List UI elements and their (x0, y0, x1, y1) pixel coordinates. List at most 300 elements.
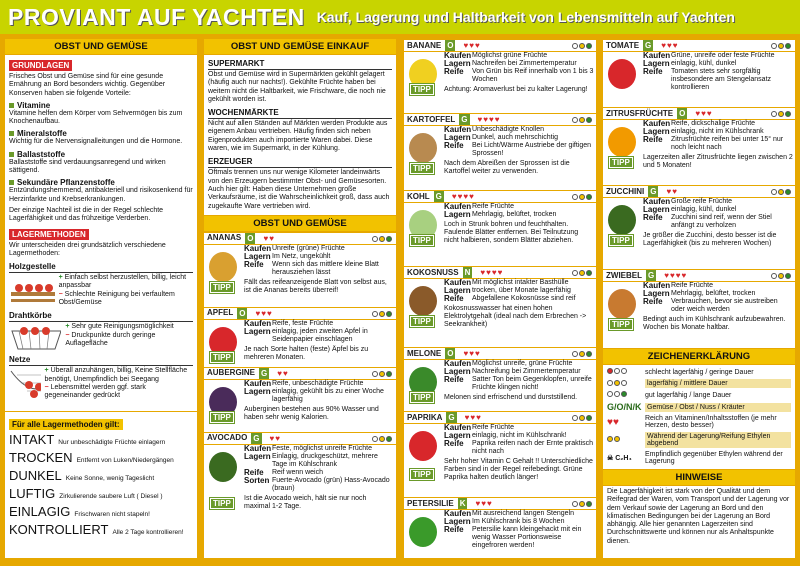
lagern-value: Mehrlagig, belüftet, trocken (472, 211, 557, 218)
section-text: Nicht auf allen Ständen auf Märkten werden Produkte aus eigenem Anbau vertrieben. Häufig finden sich neben Eigenprodukten auch importierte Waren dabei. Diese waren, wie im Supermarkt, in der Kühlung. (208, 120, 388, 153)
tipp-text: Ist die Avocado weich, hält sie nur noch maximal 1-2 Tage. (244, 494, 367, 510)
rule-word: TROCKEN (9, 450, 73, 466)
food-body (404, 360, 596, 405)
food-code: G (253, 433, 260, 443)
reife-value: Bei Licht/Wärme Austriebe der giftigen Sprossen! (472, 142, 592, 157)
food-header (404, 411, 596, 424)
legend-row (607, 402, 791, 412)
legend-title: ZEICHENERKLÄRUNG (603, 348, 795, 365)
lagern-value: einlagig, kühl, dunkel (671, 206, 737, 213)
kaufen-value: Mit möglichst intakter Basthülle (472, 279, 569, 286)
food-item (404, 497, 596, 557)
rule-word: DUNKEL (9, 468, 62, 484)
ethylen-sensitive-icon: ☠ C₂H₄ (607, 455, 632, 462)
kaufen-label: Kaufen (643, 51, 671, 60)
kaufen-label: Kaufen (444, 278, 472, 287)
reife-label: Reife (244, 259, 264, 269)
lagern-label: Lagern (643, 289, 670, 298)
lagern-value: Im Kühlschrank bis 8 Wochen (472, 518, 565, 525)
lagern-label: Lagern (244, 451, 271, 461)
kaufen-label: Kaufen (244, 378, 272, 388)
reife-value: Satter Ton beim Gegenklopfen, unreife Früchte klingen nicht! (472, 376, 592, 391)
lagern-label: Lagern (643, 127, 670, 136)
food-code: O (447, 349, 454, 358)
food-header (603, 269, 795, 282)
tipp-badge: TIPP (410, 163, 434, 174)
food-body (204, 320, 396, 365)
petersilie-icon (404, 510, 442, 550)
tipp-badge: TIPP (410, 235, 434, 246)
lagern-value: einlagig, gekühlt bis zu einer Woche lagerfähig (272, 387, 384, 403)
food-list (603, 39, 795, 346)
traffic-light-icon (771, 273, 791, 279)
food-name: BANANE (407, 40, 442, 50)
food-body (204, 445, 396, 511)
food-name: KARTOFFEL (407, 114, 456, 124)
tipp-badge: TIPP (210, 282, 234, 293)
traffic-light-icon (572, 501, 592, 507)
kartoffel-icon (404, 126, 442, 166)
legend-text: Gemüse / Obst / Nuss / Kräuter (645, 403, 791, 412)
section-label: WOCHENMÄRKTE (208, 108, 392, 119)
lagern-label: Lagern (643, 205, 670, 214)
food-code: G (650, 187, 657, 196)
reife-value: Paprika reifen nach der Ernte praktisch nicht nach (472, 440, 594, 455)
traffic-light-icon (771, 43, 791, 49)
reife-label: Reife (444, 525, 464, 534)
column-title: OBST UND GEMÜSE EINKAUF (204, 39, 396, 55)
column-title: OBST UND GEMÜSE (5, 39, 197, 55)
food-body (404, 203, 596, 248)
point-text: Vitamine helfen dem Körper vom Sehvermögen bis zum Knochenaufbau. (9, 109, 183, 126)
rule-row (9, 432, 193, 450)
lagern-value: trocken, über Monate lagerfähig (472, 287, 571, 294)
kaufen-label: Kaufen (444, 359, 472, 368)
lagern-label: Lagern (244, 386, 271, 396)
tipp-text: Achtung: Aromaverlust bei zu kalter Lagerung! (444, 86, 588, 93)
food-header (404, 266, 596, 279)
food-body (603, 198, 795, 248)
food-body (404, 126, 596, 176)
traffic-light-icon (572, 194, 592, 200)
legend-row (607, 432, 791, 448)
column-title-2: OBST UND GEMÜSE (204, 215, 396, 232)
rule-row (9, 468, 193, 486)
hearts-icon: ♥♥♥ (475, 499, 493, 508)
reife-label: Reife (643, 67, 663, 76)
tipp-text: Sehr hoher Vitamin C Gehalt !! Unterschiedliche Farben sind in der Regel reifebedingt. Grüne Paprika halten deutlich länger! (444, 458, 593, 481)
food-code: O (679, 109, 686, 118)
food-body (404, 510, 596, 555)
food-name: TOMATE (606, 40, 640, 50)
lagern-value: einlagig, nicht im Kühlschrank! (472, 432, 567, 439)
food-code: K (459, 499, 466, 508)
food-body (404, 424, 596, 482)
method-row: + Überall anzuhängen, billig, Keine Stellfläche benötigt, Unempfindlich bei Seegang − Lebensmittel werden ggf. stark gegeneinander gedrückt (9, 367, 193, 407)
reife-value: Verbrauchen, bevor sie austreiben oder weich werden (671, 298, 778, 313)
method-minus: Lebensmittel werden ggf. stark gegeneinander gedrückt (44, 383, 146, 400)
hearts-icon: ♥♥♥♥ (480, 268, 504, 277)
traffic-light-icon (771, 111, 791, 117)
food-header (404, 39, 596, 52)
kaufen-value: Reife Früchte (671, 282, 714, 289)
kaufen-label: Kaufen (643, 281, 671, 290)
section-label: ERZEUGER (208, 157, 392, 168)
rule-word: LUFTIG (9, 486, 56, 502)
food-header (603, 39, 795, 52)
methoden-text: Wir unterscheiden drei grundsätzlich verschiedene Lagermethoden: (9, 241, 166, 257)
paprika-icon (404, 424, 442, 464)
hearts-icon: ♥♥ (277, 368, 289, 378)
traffic-light-icon (572, 117, 592, 123)
food-code: G (648, 271, 655, 280)
reife-value: Tomaten stets sehr sorgfältig insbesondere am Stengelansatz kontrollieren (671, 68, 772, 91)
gonk-codes: G/O/N/K (607, 402, 642, 412)
column-foods-legend (601, 37, 797, 560)
traffic-light-icon (572, 270, 592, 276)
reife-value: Abgefallene Kokosnüsse sind reif (472, 295, 576, 302)
food-body (603, 120, 795, 170)
food-item (404, 190, 596, 266)
wire-basket-icon (9, 323, 61, 351)
reife-value: Wenn sich das mittlere kleine Blatt herausziehen lässt (272, 260, 379, 276)
kaufen-value: Möglichst grüne Früchte (472, 52, 548, 59)
lagern-value: Nachreifen bei Zimmertemperatur (472, 60, 577, 67)
hearts-icon: ♥♥♥♥ (664, 271, 688, 280)
food-name: AVOCADO (207, 433, 248, 443)
method-plus: Überall anzuhängen, billig, Keine Stellfläche benötigt, Unempfindlich bei Seegang (44, 367, 188, 383)
reife-value: Zucchini sind reif, wenn der Stiel anfängt zu verholzen (671, 214, 772, 229)
food-code: O (239, 308, 246, 318)
legend-text: Empfindlich gegenüber Ethylen während der Lagerung (645, 451, 783, 465)
hearts-icon: ♥♥♥ (255, 308, 273, 318)
kaufen-value: Unbeschädigte Knollen (472, 126, 544, 133)
legend-row (607, 415, 791, 429)
hinweise-text: Die Lagerfähigkeit ist stark von der Qualität und dem Reifegrad der Waren, vom Transport und der Lagerung vor dem Verkauf sowie der Lagerung an Bord und den klimatischen Bedingungen bei der Lagerung an Bord abhängig. Alle hier genannten Lagerzeiten sind Durchschnittswerte und können nur als Anhaltspunkte dienen. (607, 488, 790, 545)
food-name: MELONE (407, 348, 442, 358)
food-body (204, 245, 396, 295)
tipp-text: Melonen sind erfrischend und durststillend. (444, 394, 578, 401)
rule-row (9, 486, 193, 504)
column-obst-gemuese (3, 37, 199, 560)
tipp-badge: TIPP (410, 392, 434, 403)
rule-text: Entfernt von Luken/Niedergängen (76, 457, 174, 465)
legend-text: schlecht lagerfähig / geringe Dauer (645, 368, 754, 376)
rule-word: EINLAGIG (9, 504, 71, 520)
method-name: Holzgestelle (9, 262, 193, 273)
ananas-icon (204, 245, 242, 285)
lagern-label: Lagern (444, 367, 471, 376)
food-code: G (461, 115, 468, 124)
lagern-value: einlagig, jeden zweiten Apfel in Seidenpapier einschlagen (272, 327, 368, 343)
traffic-light-icon (771, 189, 791, 195)
food-name: PETERSILIE (407, 498, 454, 508)
food-item (603, 185, 795, 269)
tipp-text: Je nach Sorte halten (feste) Äpfel bis zu mehreren Monaten. (244, 345, 369, 361)
food-header (204, 232, 396, 245)
point-title: Sekundäre Pflanzenstoffe (9, 178, 193, 187)
lagern-value: einlagig, kühl, dunkel (671, 60, 737, 67)
section-text: Obst und Gemüse wird in Supermärkten gekühlt gelagert (häufig auch nur nachts!). Gekühlte Früchte haben bei weitem nicht die Haltbarkeit, wie Frischware, die noch nie gekühlt worden ist. (208, 71, 386, 103)
kokosnuss-icon (404, 279, 442, 319)
nachteil-text: Der einzige Nachteil ist die in der Regel schlechte Lagerfähigkeit und das frühzeitige Verderben. (9, 206, 164, 223)
lagern-value: Im Netz, ungekühlt (272, 252, 331, 260)
kaufen-label: Kaufen (444, 51, 472, 60)
hearts-icon: ♥♥ (666, 187, 678, 196)
hearts-icon: ♥♥♥ (463, 349, 481, 358)
hinweise-title: HINWEISE (603, 469, 795, 486)
ethylen-emit-icon (607, 436, 645, 444)
kaufen-label: Kaufen (444, 423, 472, 432)
reife-label: Reife (444, 141, 464, 150)
net-icon (9, 367, 41, 407)
kaufen-label: Kaufen (244, 318, 272, 328)
legend-text: lagerfähig / mittlere Dauer (645, 379, 791, 388)
food-code: G (435, 192, 442, 201)
traffic-light-icon (572, 415, 592, 421)
tipp-badge: TIPP (210, 498, 234, 509)
traffic-light-icon (572, 43, 592, 49)
tipp-text: Auberginen bestehen aus 90% Wasser und haben sehr wenig Kalorien. (244, 405, 379, 421)
lagern-value: Mehrlagig, belüftet, trocken (671, 290, 756, 297)
kaufen-label: Kaufen (444, 509, 472, 518)
lagern-label: Lagern (444, 133, 471, 142)
kaufen-value: Reife, feste Früchte (272, 319, 334, 327)
rule-text: Nur unbeschädigte Früchte einlagern (58, 439, 166, 447)
traffic-light-icon (372, 436, 392, 442)
legend-text: Während der Lagerung/Reifung Ethylen abgebend (645, 432, 791, 448)
food-header (204, 307, 396, 320)
lagern-label: Lagern (244, 251, 271, 261)
lagern-label: Lagern (244, 326, 271, 336)
hearts-icon: ♥♥♥ (464, 413, 482, 422)
food-name: KOHL (407, 191, 430, 201)
tipp-badge: TIPP (410, 316, 434, 327)
hearts-icon: ♥♥♥ (463, 41, 481, 50)
tipp-badge: TIPP (609, 235, 633, 246)
legend-row (607, 451, 791, 465)
tipp-badge: TIPP (410, 469, 434, 480)
food-item (603, 39, 795, 107)
method-minus: Druckpunkte durch geringe Auflagefläche (65, 331, 156, 347)
tipp-badge: TIPP (609, 157, 633, 168)
kaufen-label: Kaufen (444, 125, 472, 134)
food-body (204, 380, 396, 425)
legend-row (607, 391, 791, 399)
legend-text: Reich an Vitaminen/Inhaltsstoffen (je mehr Herzen, desto besser) (645, 415, 777, 429)
food-name: ANANAS (207, 233, 242, 243)
traffic-light-icon (572, 351, 592, 357)
hearts-icon: ♥♥♥ (661, 41, 679, 50)
traffic-light-icon (372, 371, 392, 377)
rules-title: Für alle Lagermethoden gilt: (9, 419, 123, 430)
food-name: APFEL (207, 308, 234, 318)
food-item (603, 269, 795, 346)
column-einkauf (202, 37, 398, 560)
food-name: KOKOSNUSS (407, 267, 459, 277)
food-header (204, 432, 396, 445)
reife-label: Reife (444, 439, 464, 448)
food-code: N (464, 268, 471, 277)
reife-label: Reife (444, 67, 464, 76)
food-item (204, 367, 396, 432)
kaufen-value: Reife Früchte (472, 424, 515, 431)
food-name: ZWIEBEL (606, 270, 642, 280)
kaufen-label: Kaufen (244, 243, 272, 253)
tipp-text: Kokosnusswasser hat einen hohen Elektrolytgehalt (ideal nach dem Erbrechen -> Seekrankheit) (444, 305, 587, 328)
tipp-badge: TIPP (609, 319, 633, 330)
rule-word: KONTROLLIERT (9, 522, 109, 538)
rule-row (9, 522, 193, 540)
lagern-label: Lagern (643, 59, 670, 68)
kaufen-value: Reife, dickschalige Früchte (671, 120, 756, 127)
food-name: PAPRIKA (407, 412, 443, 422)
food-item (204, 307, 396, 367)
method-name: Drahtkörbe (9, 311, 193, 322)
food-body (603, 282, 795, 332)
method-row: + Einfach selbst herzustellen, billig, leicht anpassbar − Schlechte Reinigung bei verfaultem Obst/Gemüse (9, 274, 193, 307)
tipp-badge: TIPP (410, 84, 434, 95)
reife-label: Reife (244, 467, 264, 477)
food-code: O (447, 41, 454, 50)
page-subtitle: Kauf, Lagerung und Haltbarkeit von Lebensmitteln auf Yachten (316, 9, 735, 25)
food-header (603, 185, 795, 198)
rule-text: Zirkulierende saubere Luft ( Diesel ) (59, 493, 163, 501)
column-foods (402, 37, 598, 560)
lagern-value: einlagig, nicht im Kühlschrank (671, 128, 764, 135)
food-picture (603, 52, 643, 97)
kaufen-value: Grüne, unreife oder feste Früchte (671, 52, 775, 59)
rule-row (9, 504, 193, 522)
point-title: Ballaststoffe (9, 150, 193, 159)
tipp-text: Bedingt auch im Kühlschrank aufzubewahren. Wochen bis Monate haltbar. (643, 316, 786, 331)
grundlagen-label: GRUNDLAGEN (9, 60, 72, 71)
kaufen-value: Feste, möglichst unreife Früchte (272, 444, 372, 452)
hearts-icon: ♥♥♥♥ (451, 192, 475, 201)
method-row: + Sehr gute Reinigungsmöglichkeit − Druckpunkte durch geringe Auflagefläche (9, 323, 193, 351)
point-text: Ballaststoffe sind verdauungsanregend und wirken sättigend. (9, 158, 166, 175)
tipp-text: Loch in Strunk bohren und feuchthalten. Faulende Blätter entfernen. Bei Teilnutzung nicht halbieren, sondern Blätter abziehen. (444, 221, 579, 244)
hearts-icon: ♥♥♥♥ (477, 115, 501, 124)
food-body (404, 279, 596, 329)
method-minus: Schlechte Reinigung bei verfaultem Obst/Gemüse (58, 290, 175, 307)
kaufen-label: Kaufen (643, 197, 671, 206)
traffic-light-icon (372, 311, 392, 317)
hearts-icon: ♥♥ (269, 433, 282, 443)
point-text: Wichtig für die Nervensignalleitungen und die Hormone. (9, 138, 183, 146)
food-item (404, 113, 596, 190)
food-header (404, 190, 596, 203)
point-title: Mineralstoffe (9, 129, 193, 138)
kaufen-value: Mit ausreichend langen Stengeln (472, 510, 574, 517)
methoden-label: LAGERMETHODEN (9, 229, 89, 240)
food-header (404, 347, 596, 360)
food-code: G (261, 368, 268, 378)
food-body (404, 52, 596, 97)
food-code: O (247, 233, 254, 243)
tomate-icon (603, 52, 641, 92)
food-item (404, 411, 596, 497)
lagern-value: Dunkel, auch mehrschichtig (472, 134, 558, 141)
method-plus: Sehr gute Reinigungsmöglichkeit (71, 323, 174, 331)
sorten-value: Fuerte-Avocado (grün) Hass-Avocado (braun) (272, 476, 390, 492)
reife-label: Reife (643, 213, 663, 222)
tipp-badge: TIPP (210, 412, 234, 423)
hearts-icon: ♥♥♥ (695, 109, 713, 118)
avocado-icon (204, 445, 242, 485)
reife-label: Reife (444, 375, 464, 384)
kaufen-label: Kaufen (444, 202, 472, 211)
food-header (404, 113, 596, 126)
zucchini-icon (603, 198, 641, 238)
kaufen-value: Möglichst unreife, grüne Früchte (472, 360, 573, 367)
tipp-badge: TIPP (210, 352, 234, 363)
reife-value: Zitrusfrüchte reifen bei unter 15° nur noch leicht nach (671, 136, 784, 151)
kaufen-value: Reife, unbeschädigte Früchte (272, 379, 364, 387)
reife-value: Reif wenn weich (272, 468, 323, 476)
tipp-text: Lagerzeiten aller Zitrusfrüchte liegen zwischen 2 und 5 Monaten! (643, 154, 793, 169)
food-list (404, 39, 596, 557)
kaufen-value: Unreife (grüne) Früchte (272, 244, 345, 252)
hearts-icon: ♥♥ (263, 233, 275, 243)
method-name: Netze (9, 355, 193, 366)
page-title: PROVIANT AUF YACHTEN (8, 3, 305, 30)
food-name: ZITRUSFRÜCHTE (606, 108, 674, 118)
food-list (204, 232, 396, 512)
reife-value: Petersilie kann kleingehackt mit ein wenig Wasser Portionsweise eingefroren werden! (472, 526, 582, 549)
food-name: ZUCCHINI (606, 186, 645, 196)
rule-word: INTAKT (9, 432, 55, 448)
zitrusfrüchte-icon (603, 120, 641, 160)
tipp-text: Nach dem Abreißen der Sprossen ist die Kartoffel weiter zu verwenden. (444, 160, 570, 175)
lagern-value: Einlagig, druckgeschützt, mehrere Tage im Kühlschrank (272, 452, 378, 468)
food-item (204, 232, 396, 307)
kaufen-label: Kaufen (244, 443, 272, 453)
legend-text: gut lagerfähig / lange Dauer (645, 391, 732, 399)
kaufen-label: Kaufen (643, 119, 671, 128)
food-code: G (645, 41, 652, 50)
food-body (603, 52, 795, 97)
rule-text: Alle 2 Tage kontrollieren! (112, 529, 184, 537)
food-header (204, 367, 396, 380)
method-plus: Einfach selbst herzustellen, billig, leicht anpassbar (58, 274, 187, 290)
reife-value: Von Grün bis Reif innerhalb von 1 bis 3 Wochen (472, 68, 594, 83)
lagern-label: Lagern (444, 286, 471, 295)
food-item (404, 347, 596, 411)
rule-text: Keine Sonne, wenig Tageslicht (65, 475, 155, 483)
lagern-label: Lagern (444, 431, 471, 440)
traffic-light-icon (372, 236, 392, 242)
food-picture (404, 510, 444, 555)
tipp-text: Fällt das reifeanzeigende Blatt von selbst aus, ist die Ananas bereits überreif! (244, 278, 387, 294)
rule-row (9, 450, 193, 468)
food-item (404, 266, 596, 347)
reife-label: Reife (444, 294, 464, 303)
section-label: SUPERMARKT (208, 59, 392, 70)
legend-row (607, 368, 791, 376)
food-header (404, 497, 596, 510)
lagern-label: Lagern (444, 210, 471, 219)
kaufen-value: Reife Früchte (472, 203, 515, 210)
food-item (603, 107, 795, 185)
lagern-label: Lagern (444, 517, 471, 526)
zwiebel-icon (603, 282, 641, 322)
reife-label: Reife (643, 135, 663, 144)
food-header (603, 107, 795, 120)
food-item (404, 39, 596, 113)
wood-rack-icon (9, 274, 55, 304)
section-text: Oftmals trennen uns nur wenige Kilometer landeinwärts von den Erzeugern bestimmter Obst- und Gemüsesorten. Auch hier gilt: Haben diese Unternehmen große Verkaufsräume, ist die Wahrscheinlichkeit groß, dass auch zugekaufte Ware vertrieben wird. (208, 169, 390, 210)
